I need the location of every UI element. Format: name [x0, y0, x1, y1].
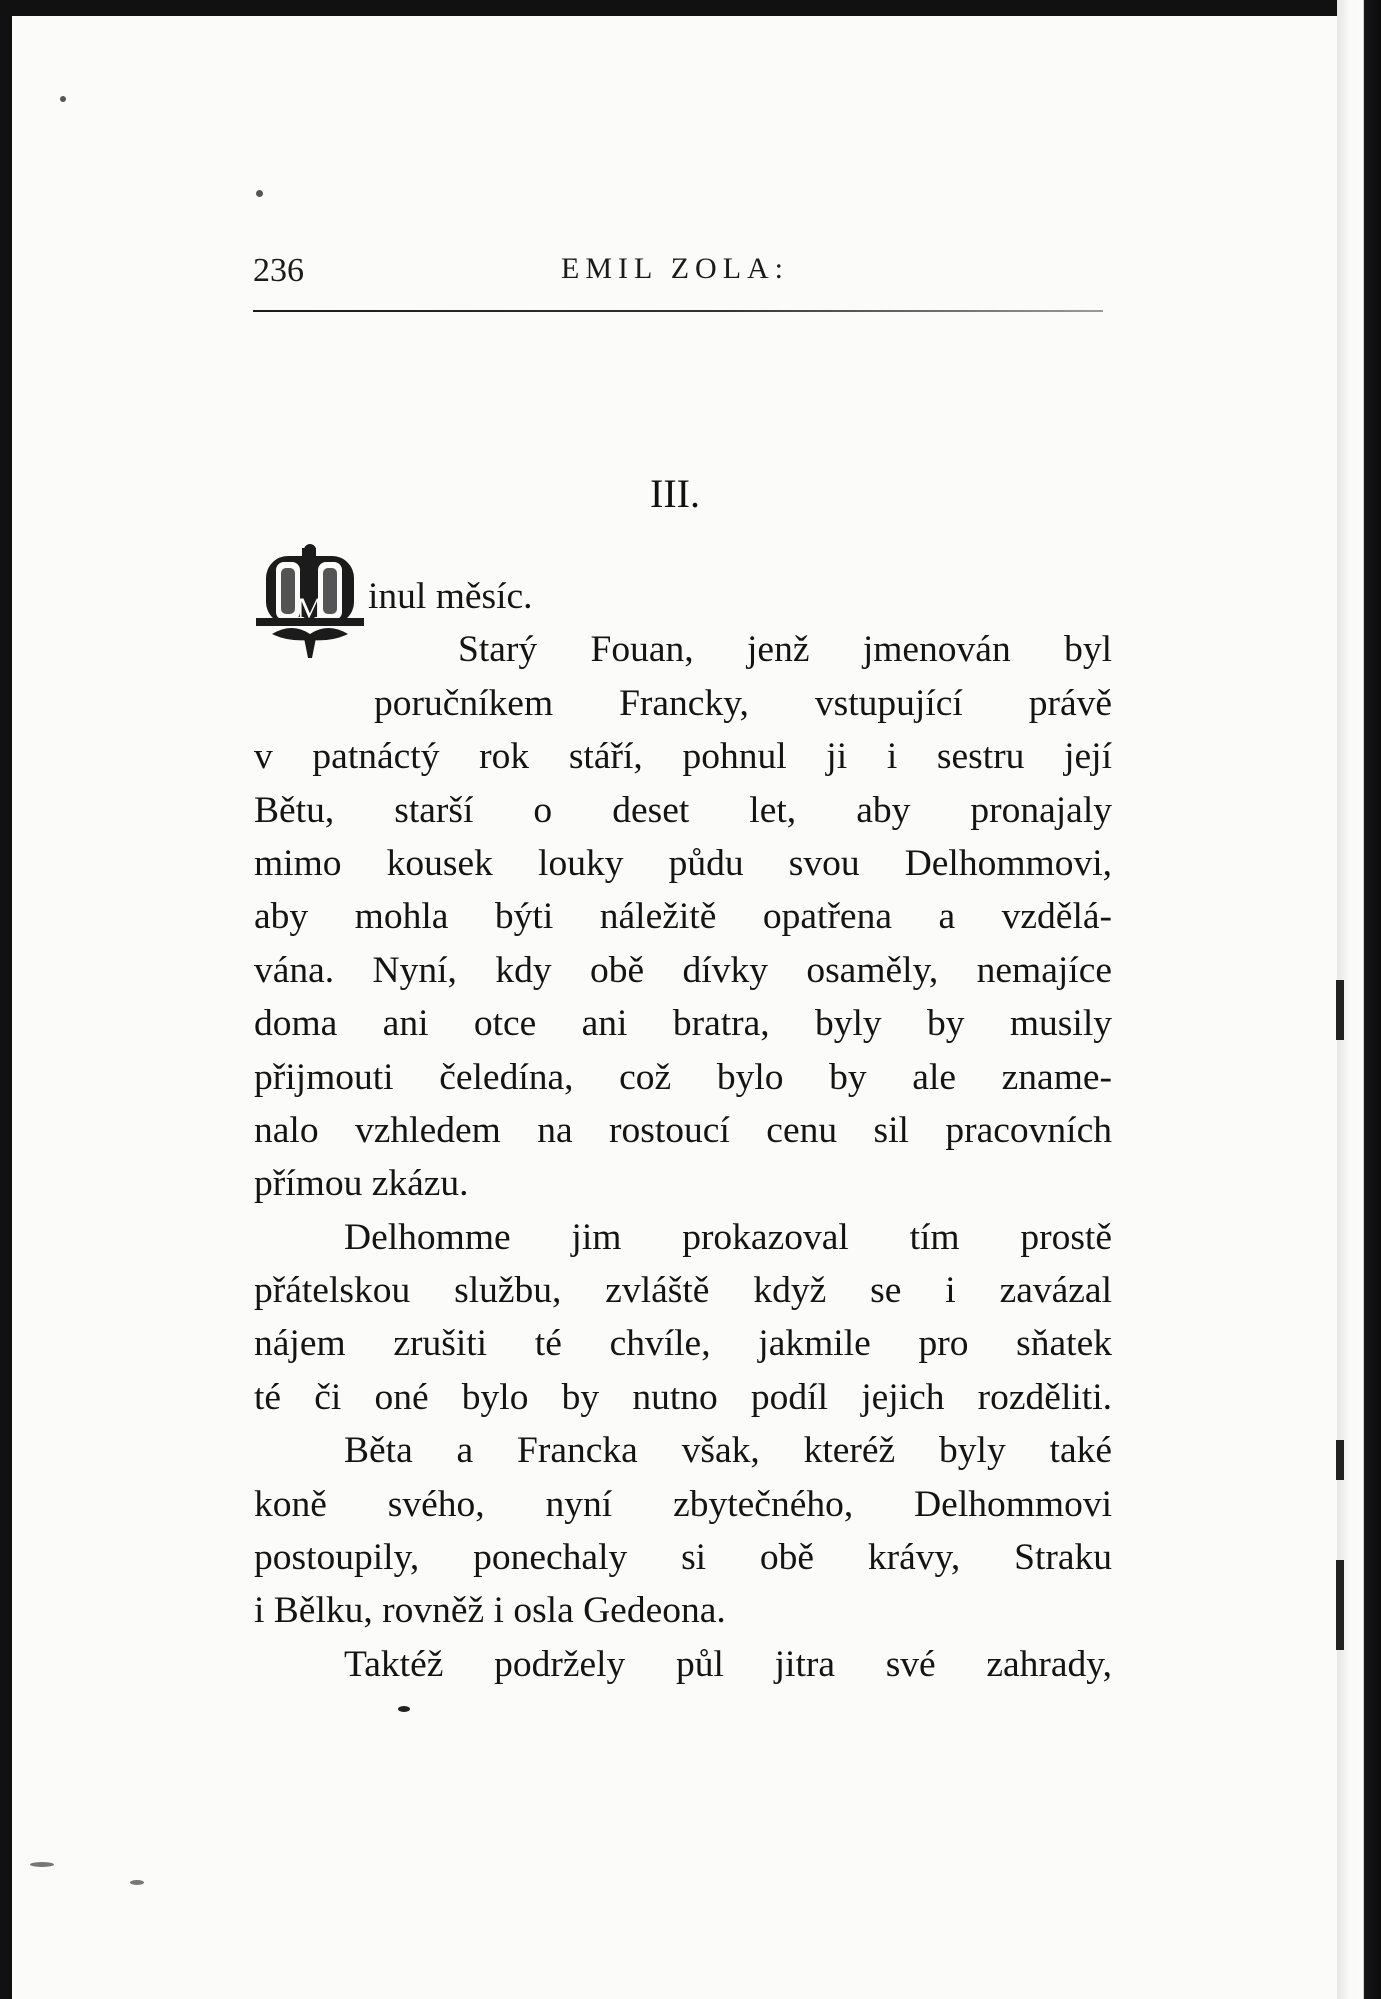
drop-initial-letter: M	[296, 592, 324, 625]
text-line: i Bělku, rovněž i osla Gedeona.	[254, 1590, 726, 1632]
text-line: přijmouti čeledína, což bylo by ale zname-	[254, 1056, 1112, 1098]
text-line: koně svého, nyní zbytečného, Delhommovi	[254, 1483, 1112, 1525]
page-speck	[30, 1862, 54, 1867]
page-speck	[60, 96, 66, 102]
text-line: Taktéž podržely půl jitra své zahrady,	[344, 1643, 1112, 1685]
text-line: doma ani otce ani bratra, byly by musily	[254, 1003, 1112, 1045]
text-line: nájem zrušiti té chvíle, jakmile pro sňatek	[254, 1323, 1112, 1365]
page-speck	[256, 190, 263, 197]
edge-mark	[1336, 980, 1344, 1040]
running-title: EMIL ZOLA:	[561, 252, 790, 285]
text-line: přímou zkázu.	[254, 1163, 469, 1205]
text-line: té či oné bylo by nutno podíl jejich rozděliti.	[254, 1376, 1112, 1418]
page-header	[253, 252, 1103, 300]
text-line: Starý Fouan, jenž jmenován byl	[458, 629, 1112, 671]
text-line: inul měsíc.	[368, 576, 533, 617]
header-rule	[253, 310, 1103, 312]
text-line: vána. Nyní, kdy obě dívky osaměly, nemajíce	[254, 949, 1112, 991]
text-line: v patnáctý rok stáří, pohnul ji i sestru její	[254, 736, 1112, 778]
text-line: mimo kousek louky půdu svou Delhommovi,	[254, 842, 1112, 884]
page-number: 236	[253, 252, 304, 289]
body-text	[254, 570, 1112, 1691]
page-speck	[130, 1880, 144, 1885]
text-line: nalo vzhledem na rostoucí cenu sil pracovních	[254, 1109, 1112, 1151]
chapter-heading: III.	[650, 471, 700, 516]
text-line: přátelskou službu, zvláště když se i zavázal	[254, 1270, 1112, 1312]
text-line: Bětu, starší o deset let, aby pronajaly	[254, 789, 1112, 831]
edge-mark	[1336, 1560, 1344, 1650]
edge-mark	[1336, 1440, 1344, 1480]
text-line: aby mohla býti náležitě opatřena a vzdělá-	[254, 896, 1112, 938]
page-speck	[398, 1706, 410, 1712]
text-line: poručníkem Francky, vstupující právě	[374, 682, 1112, 724]
text-line: postoupily, ponechaly si obě krávy, Straku	[254, 1537, 1112, 1579]
text-line: Běta a Francka však, kteréž byly také	[344, 1430, 1112, 1472]
text-line: Delhomme jim prokazoval tím prostě	[344, 1216, 1112, 1258]
